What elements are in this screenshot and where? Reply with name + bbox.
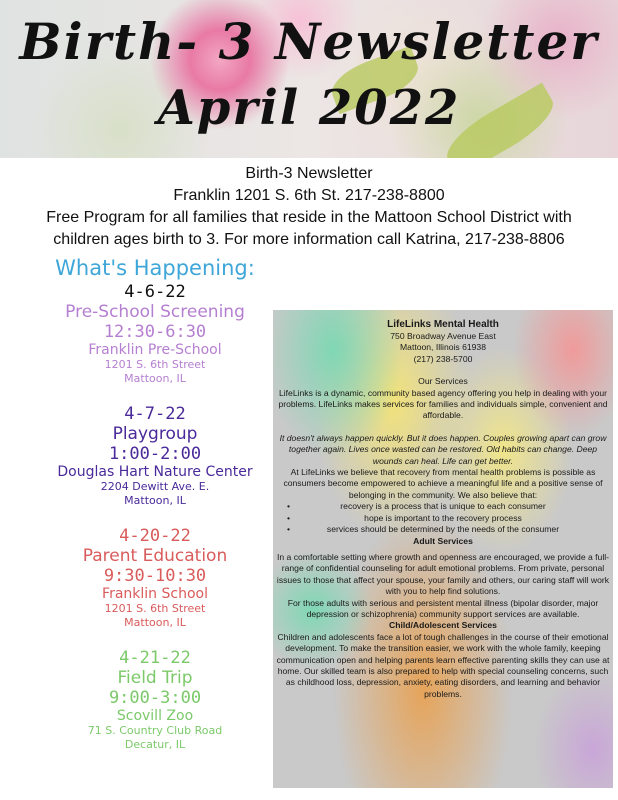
- paragraph: For those adults with serious and persistent mental illness (bipolar disorder, major depression or schizophrenia) community support services are available.: [287, 597, 599, 619]
- adult-heading: Adult Services: [413, 535, 473, 546]
- event-date: 4-21-22: [119, 648, 191, 668]
- info-line: Birth-3 Newsletter: [245, 165, 373, 182]
- paragraph: Children and adolescents face a lot of tough challenges in the course of their emotional development. To make the transition easier, we work with the whole family, keeping communication open and helping parents learn effective parenting skills they can use at home. Our skilled team is also prepared to help with special counseling concerns, such as childhood loss, depression, anxiety, eating disorders, and learning and behavior problems.: [276, 631, 610, 699]
- child-heading: Child/Adolescent Services: [389, 620, 497, 631]
- event-place: Franklin School: [102, 586, 208, 602]
- header-banner: [0, 0, 618, 158]
- event-name: Parent Education: [82, 546, 228, 566]
- whats-happening: [40, 256, 270, 770]
- event-address: 2204 Dewitt Ave. E.: [100, 480, 210, 493]
- event-time: 9:30-10:30: [103, 566, 207, 586]
- paragraph: It doesn't always happen quickly. But it does happen. Couples growing apart can grow together again. Lives once wasted can be restored. Old habits can change. Deep wounds can heal. Life can get better.: [279, 432, 607, 466]
- section-heading: What's Happening:: [55, 256, 255, 280]
- info-line: Free Program for all families that reside in the Mattoon School District with: [46, 209, 572, 226]
- event-city: Mattoon, IL: [124, 372, 186, 385]
- address: 750 Broadway Avenue East: [390, 331, 496, 341]
- event-address: 1201 S. 6th Street: [104, 602, 206, 615]
- event-date: 4-7-22: [124, 404, 186, 424]
- paragraph: LifeLinks is a dynamic, community based agency offering you help in dealing with your problems. LifeLinks makes services for families and individuals simple, convenient and affordable.: [278, 387, 608, 421]
- services-heading: Our Services: [418, 376, 468, 387]
- lifelinks-panel: [273, 310, 613, 788]
- newsletter-title: Birth- 3 Newsletter: [19, 12, 599, 71]
- event-time: 12:30-6:30: [103, 322, 207, 342]
- list-item: • recovery is a process that is unique to each consumer: [275, 501, 611, 512]
- event-name: Pre-School Screening: [65, 302, 245, 322]
- event-time: 9:00-3:00: [108, 688, 202, 708]
- info-line: children ages birth to 3. For more information call Katrina, 217-238-8806: [53, 231, 565, 248]
- paragraph: At LifeLinks we believe that recovery from mental health problems is possible as consumers become empowered to achieve a meaningful life and a positive sense of belonging in the community. We also believe that:: [283, 467, 603, 500]
- event-time: 1:00-2:00: [108, 444, 202, 464]
- event-place: Scovill Zoo: [116, 708, 194, 724]
- event: [40, 404, 270, 508]
- event-name: Playgroup: [112, 424, 198, 444]
- address: Mattoon, Illinois 61938: [400, 342, 486, 353]
- list-item: • hope is important to the recovery process: [275, 513, 611, 524]
- event-city: Mattoon, IL: [124, 616, 186, 629]
- list-item: • services should be determined by the needs of the consumer: [275, 524, 611, 535]
- paragraph: In a comfortable setting where growth and openness are encouraged, we provide a full-range of confidential counseling for adult emotional problems. From private, personal issues to those that affect your spouse, your family and others, our caring staff will work with you to help find solutions.: [276, 551, 610, 597]
- newsletter-date: April 2022: [157, 80, 461, 136]
- event-date: 4-6-22: [124, 282, 186, 302]
- event-city: Decatur, IL: [124, 738, 186, 751]
- belief-list: [275, 501, 611, 535]
- event: [40, 526, 270, 630]
- event-address: 71 S. Country Club Road: [87, 724, 223, 737]
- event-date: 4-20-22: [119, 526, 191, 546]
- event-place: Douglas Hart Nature Center: [57, 464, 253, 480]
- lifelinks-title: LifeLinks Mental Health: [387, 319, 499, 330]
- program-info: [0, 163, 618, 251]
- info-line: Franklin 1201 S. 6th St. 217-238-8800: [173, 187, 445, 204]
- phone: (217) 238-5700: [413, 353, 473, 364]
- event: [40, 648, 270, 752]
- event-place: Franklin Pre-School: [88, 342, 222, 358]
- event: [40, 282, 270, 386]
- event-city: Mattoon, IL: [124, 494, 186, 507]
- event-name: Field Trip: [117, 668, 193, 688]
- event-address: 1201 S. 6th Street: [104, 358, 206, 371]
